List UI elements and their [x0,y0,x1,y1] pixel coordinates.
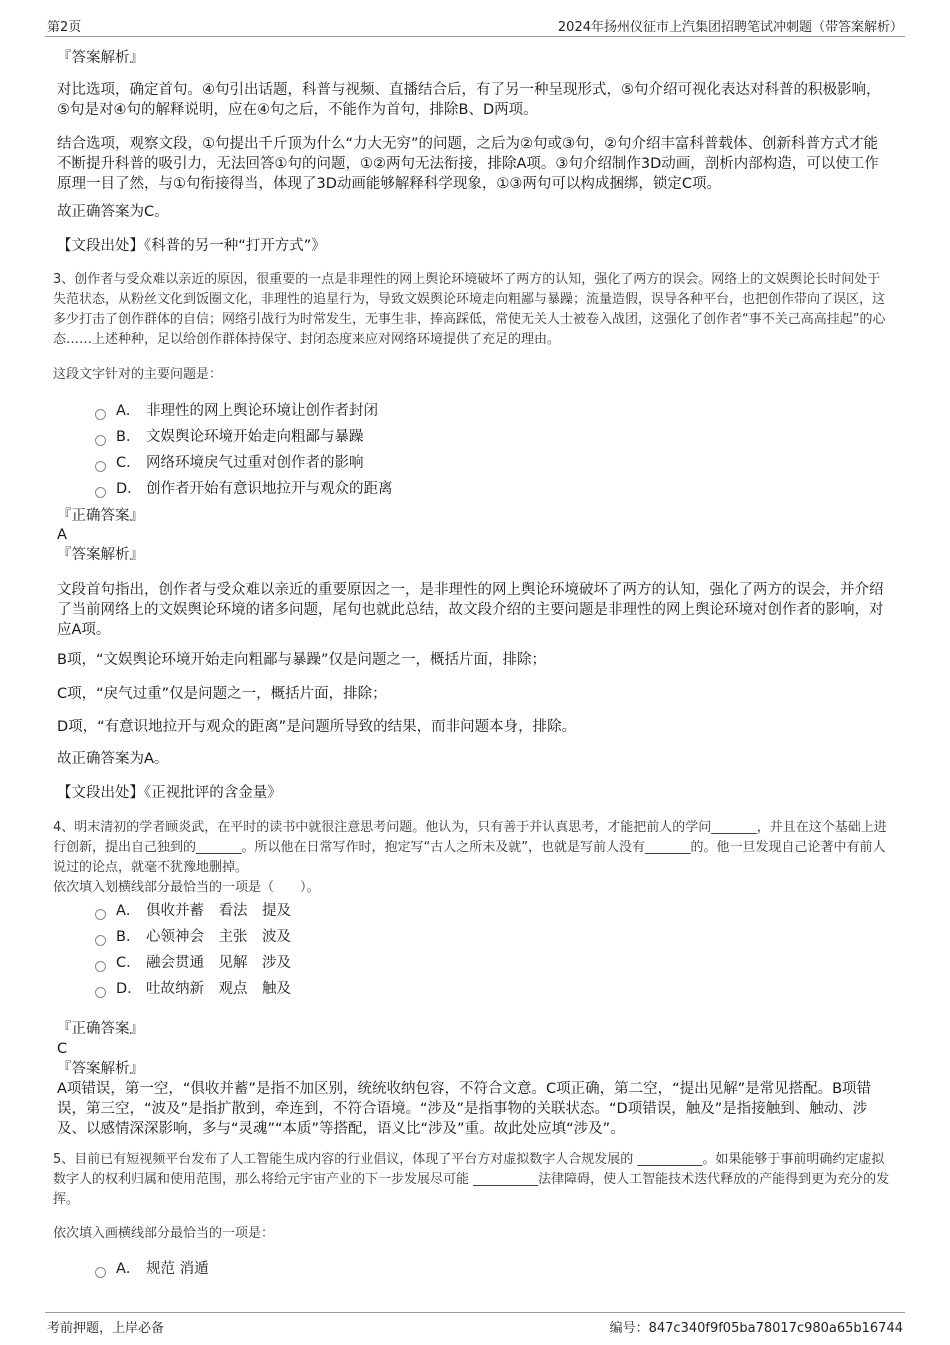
page-number: 第2页 [47,20,82,35]
q4-option-a[interactable]: A． 俱收并蓄 看法 提及 [95,898,291,924]
q3-source: 【文段出处】《正视批评的含金量》 [57,785,282,801]
q5-stem: 5、目前已有短视频平台发布了人工智能生成内容的行业倡议，体现了平台方对虚拟数字人合规发展的 __________。如果能够于事前明确约定虚拟数字人的权利归属和使用范围，那么将给元宇宙产业的下一步发展尽可能 __________法律障碍，使人工智能技术迭代释放的产能得到更为充分的发挥。 [53,1152,890,1207]
radio-icon[interactable] [95,409,106,420]
radio-icon[interactable] [95,935,106,946]
q2-conclusion: 故正确答案为C。 [57,204,169,220]
q2-analysis-label: 『答案解析』 [57,50,144,66]
q3-option-d[interactable]: D． 创作者开始有意识地拉开与观众的距离 [95,476,393,502]
radio-icon[interactable] [95,961,106,972]
q4-answer: C [57,1041,68,1057]
q3-analysis-p3: C项，“戾气过重”仅是问题之一，概括片面，排除； [57,686,387,702]
q3-stem: 3、创作者与受众难以亲近的原因，很重要的一点是非理性的网上舆论环境破坏了两方的认知，强化了两方的误会。网络上的文娱舆论长时间处于失范状态，从粉丝文化到饭圈文化，非理性的追星行为，导致文娱舆论环境走向粗鄙与暴躁；流量造假，误导各种平台，也把创作带向了误区，这多少打击了创作群体的自信；网络引战行为时常发生，无事生非，捧高踩低，常使无关人士被卷入战团，这强化了创作者“事不关己高高挂起”的心态……上述种种，足以给创作群体持保守、封闭态度来应对网络环境提供了充足的理由。 [53,272,886,347]
q2-analysis-p2: 结合选项，观察文段，①句提出千斤顶为什么“力大无穷”的问题，之后为②句或③句，②句介绍丰富科普载体、创新科普方式才能不断提升科普的吸引力，无法回答①句的问题，①②两句无法衔接，排除A项。③句介绍制作3D动画，剖析内部构造，可以使工作原理一目了然，与①句衔接得当，体现了3D动画能够解释科学现象，①③两句可以构成捆绑，锁定C项。 [57,136,879,192]
q3-analysis-p2: B项，“文娱舆论环境开始走向粗鄙与暴躁”仅是问题之一，概括片面，排除； [57,652,546,668]
q3-analysis-label: 『答案解析』 [57,547,144,563]
radio-icon[interactable] [95,1267,106,1278]
q3-answer-label: 『正确答案』 [57,508,144,524]
q4-option-b[interactable]: B． 心领神会 主张 波及 [95,924,291,950]
q4-answer-label: 『正确答案』 [57,1021,144,1037]
q5-options [95,1256,209,1282]
q4-question: 依次填入划横线部分最恰当的一项是（ ）。 [53,880,320,895]
q3-analysis-p1: 文段首句指出，创作者与受众难以亲近的重要原因之一，是非理性的网上舆论环境破坏了两方的认知，强化了两方的误会，并介绍了当前网络上的文娱舆论环境的诸多问题，尾句也就此总结，故文段介绍的主要问题是非理性的网上舆论环境对创作者的影响，对应A项。 [57,582,884,638]
q3-option-a[interactable]: A． 非理性的网上舆论环境让创作者封闭 [95,398,393,424]
q2-analysis-p1: 对比选项，确定首句。④句引出话题，科普与视频、直播结合后，有了另一种呈现形式，⑤句介绍可视化表达对科普的积极影响，⑤句是对④句的解释说明，应在④句之后，不能作为首句，排除B、D两项。 [57,82,881,118]
q3-conclusion: 故正确答案为A。 [57,751,169,767]
q4-option-d[interactable]: D． 吐故纳新 观点 触及 [95,976,291,1002]
q3-answer: A [57,527,67,543]
q4-option-c[interactable]: C． 融会贯通 见解 涉及 [95,950,291,976]
radio-icon[interactable] [95,435,106,446]
q3-options [95,398,393,502]
q4-analysis-p1: A项错误，第一空，“俱收并蓄”是指不加区别，统统收纳包容，不符合文意。C项正确，第二空，“提出见解”是常见搭配。B项错误，第三空，“波及”是指扩散到，牵连到，不符合语境。“涉及”是指事物的关联状态。“D项错误，触及”是指接触到、触动、涉及、以感情深深影响，多与“灵魂”“本质”等搭配，语义比“涉及”重。故此处应填“涉及”。 [57,1081,872,1137]
footer-slogan: 考前押题，上岸必备 [47,1321,165,1336]
document-title: 2024年扬州仪征市上汽集团招聘笔试冲刺题（带答案解析） [557,20,903,35]
q4-analysis-label: 『答案解析』 [57,1061,144,1077]
q4-stem: 4、明末清初的学者顾炎武，在平时的读书中就很注意思考问题。他认为，只有善于并认真思考，才能把前人的学问_______，并且在这个基础上进行创新，提出自己独到的_______。所以他在日常写作时，抱定写“古人之所未及就”，也就是写前人没有_______的。他一旦发现自己论著中有前人说过的论点，就毫不犹豫地删掉。 [53,820,887,875]
q5-question: 依次填入画横线部分最恰当的一项是： [53,1226,275,1241]
page-footer [45,1312,905,1336]
document-id: 编号：847c340f9f05ba78017c980a65b16744 [609,1321,903,1336]
radio-icon[interactable] [95,461,106,472]
q5-option-a[interactable]: A． 规范 消遁 [95,1256,209,1282]
q2-source: 【文段出处】《科普的另一种“打开方式”》 [57,238,326,254]
radio-icon[interactable] [95,487,106,498]
q3-option-b[interactable]: B． 文娱舆论环境开始走向粗鄙与暴躁 [95,424,393,450]
radio-icon[interactable] [95,909,106,920]
radio-icon[interactable] [95,987,106,998]
page-header [45,14,905,37]
q4-options [95,898,291,1002]
q3-analysis-p4: D项，“有意识地拉开与观众的距离”是问题所导致的结果，而非问题本身，排除。 [57,719,577,735]
q3-option-c[interactable]: C． 网络环境戾气过重对创作者的影响 [95,450,393,476]
q3-question: 这段文字针对的主要问题是： [53,367,223,382]
